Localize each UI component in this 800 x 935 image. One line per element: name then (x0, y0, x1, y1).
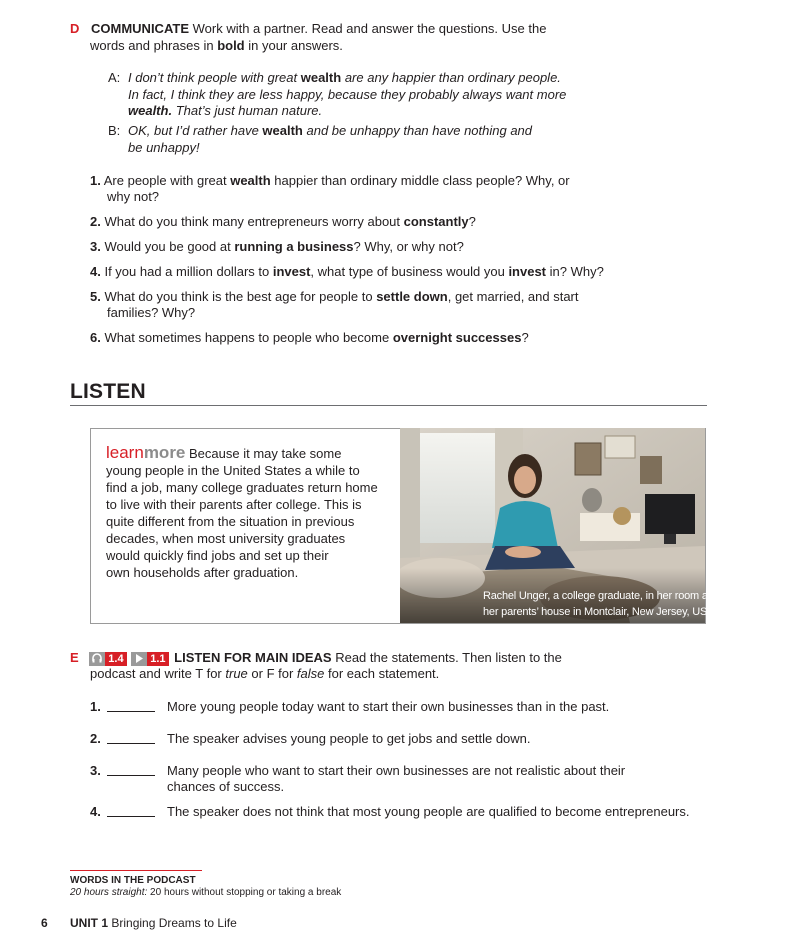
dialog-b-line2 (128, 139, 200, 156)
question-text: in? Why? (546, 264, 604, 279)
glossary-term: 20 hours straight: (70, 887, 148, 898)
dialog-text: I don’t think people with great (128, 70, 301, 85)
heading-rule (70, 405, 707, 406)
bold-word: wealth (300, 70, 342, 85)
section-d-instructions-line2 (90, 37, 343, 54)
bold-word: wealth (230, 173, 271, 188)
video-track-badge[interactable]: 1.1 (147, 652, 168, 666)
question-text: ? Why, or why not? (353, 239, 464, 254)
statement-4-text: The speaker does not think that most young people are qualified to become entrepreneurs. (167, 804, 690, 819)
learn-more-logo-more: more (143, 443, 186, 462)
question-5 (90, 288, 579, 305)
bold-word: bold (217, 38, 245, 53)
learn-more-logo-learn: learn (106, 443, 144, 462)
section-heading: LISTEN FOR MAIN IDEAS (174, 650, 332, 665)
question-text: Are people with great (103, 173, 231, 188)
glossary-definition: 20 hours without stopping or taking a break (147, 887, 342, 898)
dialog-a-label: A: (108, 70, 121, 85)
question-4 (90, 263, 604, 280)
instruction-text: Read the statements. Then listen to the (331, 650, 562, 665)
unit-title: Bringing Dreams to Life (108, 916, 237, 930)
question-2 (90, 213, 476, 230)
bold-word: wealth (262, 123, 303, 138)
audio-track-badge[interactable]: 1.4 (105, 652, 126, 666)
question-text: If you had a million dollars to (104, 264, 273, 279)
question-text: ? (521, 330, 529, 345)
listen-heading: LISTEN (70, 380, 146, 403)
dialog-text: be unhappy! (128, 140, 200, 155)
question-3 (90, 238, 464, 255)
photo-caption-line2: her parents’ house in Montclair, New Jersey, USA (483, 606, 715, 618)
question-1-line2: why not? (107, 189, 160, 204)
instruction-text: in your answers. (244, 38, 343, 53)
question-1 (90, 172, 570, 189)
dialog-a-line1 (128, 69, 561, 86)
question-number: 1. (90, 173, 101, 188)
question-text: What do you think is the best age for people to (104, 289, 377, 304)
statement-3-text-line2: chances of success. (167, 779, 285, 794)
statement-1-text: More young people today want to start their own businesses than in the past. (167, 699, 610, 714)
question-text: What do you think many entrepreneurs worry about (104, 214, 404, 229)
section-heading: COMMUNICATE (91, 21, 189, 36)
learn-more-text (106, 444, 396, 462)
learn-more-line: own households after graduation. (106, 565, 299, 580)
question-text: What sometimes happens to people who become (104, 330, 393, 345)
statement-number: 3. (90, 763, 101, 778)
question-number: 4. (90, 264, 101, 279)
words-in-podcast-title: WORDS IN THE PODCAST (70, 875, 196, 886)
dialog-b-line1 (128, 122, 532, 139)
answer-blank-4[interactable] (107, 805, 155, 817)
instruction-text: or F for (247, 666, 297, 681)
question-5-line2: families? Why? (107, 305, 196, 320)
unit-footer (70, 916, 237, 930)
statement-3-number (90, 762, 101, 779)
section-letter: E (70, 650, 79, 665)
question-text: ? (468, 214, 476, 229)
statement-number: 2. (90, 731, 101, 746)
instruction-text: words and phrases in (90, 38, 218, 53)
instruction-text: Work with a partner. Read and answer the questions. Use the (189, 21, 547, 36)
instruction-text: for each statement. (324, 666, 440, 681)
bold-word: overnight successes (392, 330, 522, 345)
dialog-text: are any happier than ordinary people. (341, 70, 561, 85)
headphones-icon (89, 652, 105, 666)
bold-word: invest (508, 264, 547, 279)
dialog-a-line2 (128, 86, 566, 103)
question-number: 3. (90, 239, 101, 254)
statement-number: 1. (90, 699, 101, 714)
italic-word: true (225, 666, 248, 681)
bold-word: invest (272, 264, 311, 279)
bold-word: running a business (234, 239, 354, 254)
words-definition (70, 887, 341, 898)
dialog-text: That’s just human nature. (172, 103, 323, 118)
statement-4-number (90, 803, 101, 820)
answer-blank-3[interactable] (107, 764, 155, 776)
italic-word: false (296, 666, 325, 681)
question-text: Would you be good at (104, 239, 235, 254)
instruction-text: podcast and write T for (90, 666, 226, 681)
bold-word: constantly (403, 214, 469, 229)
words-rule (70, 870, 202, 871)
question-number: 5. (90, 289, 101, 304)
learn-more-line: decades, when most university graduates (106, 531, 346, 546)
answer-blank-2[interactable] (107, 732, 155, 744)
statement-3-text: Many people who want to start their own businesses are not realistic about their (167, 763, 626, 778)
learn-more-line: young people in the United States a while to (106, 463, 360, 478)
learn-more-line: quite different from the situation in previous (106, 514, 355, 529)
statement-2-text: The speaker advises young people to get jobs and settle down. (167, 731, 531, 746)
question-text: , get married, and start (447, 289, 579, 304)
question-number: 2. (90, 214, 101, 229)
statement-2-number (90, 730, 101, 747)
learn-more-line: would quickly find jobs and set up their (106, 548, 329, 563)
statement-1-number (90, 698, 101, 715)
dialog-text: OK, but I’d rather have (128, 123, 263, 138)
dialog-text: In fact, I think they are less happy, because they probably always want more (128, 87, 567, 102)
bold-word: wealth. (128, 103, 173, 118)
bold-word: settle down (376, 289, 448, 304)
section-e-instructions-line2 (90, 665, 439, 682)
answer-blank-1[interactable] (107, 700, 155, 712)
dialog-b-label: B: (108, 123, 121, 138)
dialog-text: and be unhappy than have nothing and (302, 123, 533, 138)
section-d-instructions (70, 20, 710, 37)
learn-more-line: find a job, many college graduates return home (106, 480, 378, 495)
page-number: 6 (41, 916, 48, 930)
question-6 (90, 329, 529, 346)
section-letter: D (70, 21, 80, 36)
question-text: , what type of business would you (310, 264, 509, 279)
dialog-a-line3 (128, 102, 322, 119)
unit-label: UNIT 1 (70, 916, 109, 930)
learn-more-line: Because it may take some (185, 446, 342, 461)
photo-caption-line1: Rachel Unger, a college graduate, in her room at (483, 590, 711, 602)
learn-more-line: to live with their parents after college. This is (106, 497, 362, 512)
section-e-instructions (70, 649, 710, 666)
statement-number: 4. (90, 804, 101, 819)
question-number: 6. (90, 330, 101, 345)
question-text: happier than ordinary middle class people? Why, or (270, 173, 570, 188)
video-play-icon (131, 652, 147, 666)
